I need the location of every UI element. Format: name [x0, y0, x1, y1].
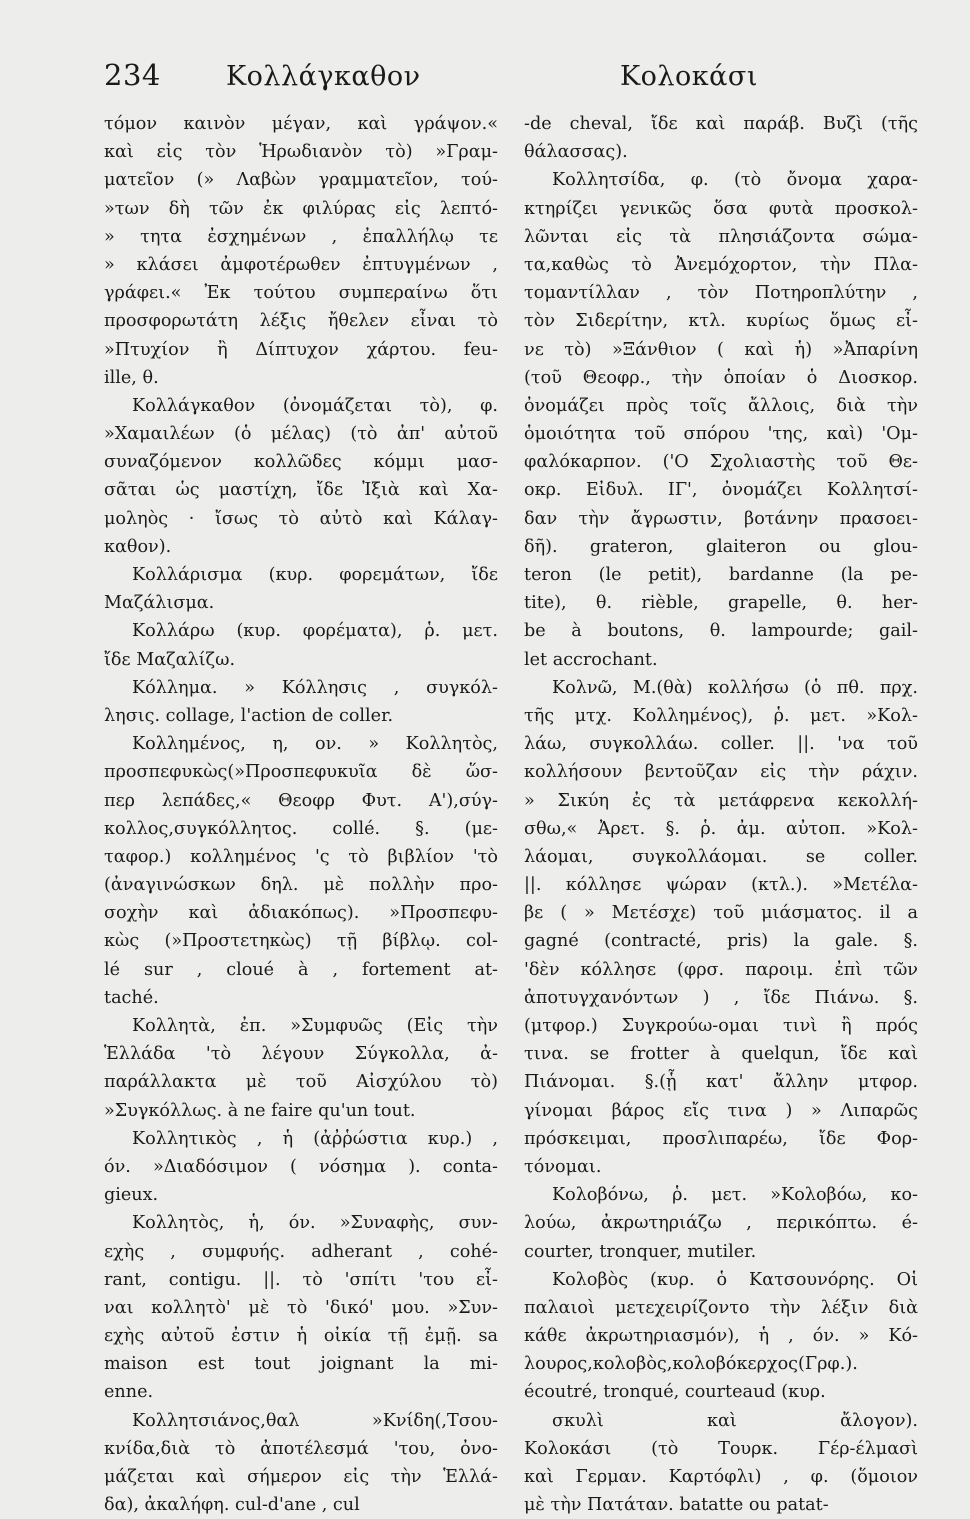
text-line: Ἑλλάδα 'τὸ λέγουν Σύγκολλα, ἀ- — [104, 1044, 498, 1065]
text-line: λάω, συγκολλάω. coller. ||. 'να τοῦ — [524, 734, 918, 755]
text-line: παράλλακτα μὲ τοῦ Αἰσχύλου τὸ) — [104, 1072, 498, 1093]
text-line: τινα. se frotter à quelqun, ἴδε καὶ — [524, 1044, 918, 1065]
text-line: -de cheval, ἴδε καὶ παράβ. Βυζὶ (τῆς — [524, 114, 918, 134]
text-line: σκυλὶ καὶ ἄλογον). — [552, 1410, 918, 1431]
text-line: παλαιοὶ μετεχειρίζοντο τὴν λέξιν διὰ — [524, 1297, 918, 1318]
text-line: κτηρίζει γενικῶς ὅσα φυτὰ προσκολ- — [524, 198, 918, 219]
text-line: γράφει.« Ἐκ τούτου συμπεραίνω ὅτι — [104, 283, 498, 304]
text-line: δῆ). grateron, glaiteron ou glou- — [524, 536, 918, 557]
text-line: μάζεται καὶ σήμερον εἰς τὴν Ἑλλά- — [104, 1467, 498, 1487]
text-line: » τητα ἐσχημένων , ἐπαλλήλῳ τε — [104, 226, 498, 247]
text-line: Κολλητικὸς , ἡ (ἀῤῥώστια κυρ.) , — [132, 1128, 498, 1149]
text-line: écoutré, tronqué, courteaud (κυρ. — [524, 1382, 826, 1403]
text-line: ματεῖον (» Λαβὼν γραμματεῖον, τού- — [104, 170, 498, 191]
text-line: Κολλητσιάνος,θαλ »Κνίδη(,Τσου- — [132, 1410, 498, 1431]
text-line: τόνομαι. — [524, 1156, 602, 1177]
text-line: πρόσκειμαι, προσλιπαρέω, ἴδε Φορ- — [524, 1128, 918, 1149]
text-line: Κολλητὸς, ἡ, όν. »Συναφὴς, συν- — [132, 1213, 498, 1234]
text-line: τα,καθὼς τὸ Ἀνεμόχορτον, τὴν Πλα- — [524, 254, 918, 275]
text-line: »Πτυχίον ἢ Δίπτυχον χάρτου. feu- — [104, 339, 498, 360]
text-line: θάλασσας). — [524, 142, 628, 163]
text-line: ||. κόλλησε ψώραν (κτλ.). »Μετέλα- — [524, 875, 918, 896]
text-line: ἴδε Μαζαλίζω. — [104, 649, 236, 670]
text-line: courter, tronquer, mutiler. — [524, 1241, 757, 1262]
text-line: καὶ Γερμαν. Καρτόφλι) , φ. (ὅμοιον — [524, 1467, 918, 1487]
text-line: » κλάσει ἀμφοτέρωθεν ἐπτυγμένων , — [104, 254, 498, 275]
text-line: μοληὸς · ἴσως τὸ αὐτὸ καὶ Κάλαγ- — [104, 508, 498, 529]
text-line: maison est tout joignant la mi- — [104, 1354, 498, 1375]
text-line: καὶ εἰς τὸν Ἡρωδιανὸν τὸ) »Γραμ- — [104, 142, 498, 163]
text-line: μὲ τὴν Πατάταν. batatte ou patat- — [524, 1495, 829, 1516]
text-line: λῶνται εἰς τὰ πλησιάζοντα σώμα- — [524, 226, 918, 247]
text-line: τομαντίλλαν , τὸν Ποτηροπλύτην , — [524, 283, 918, 304]
text-line: lé sur , cloué à , fortement at- — [104, 959, 498, 980]
text-line: λουρος,κολοβὸς,κολοβόκερχος(Γρφ.). — [524, 1354, 858, 1375]
text-line: δα), ἀκαλήφη. cul-d'ane , cul — [104, 1495, 360, 1516]
text-line: (μτφορ.) Συγκρούω-ομαι τινὶ ἢ πρός — [524, 1016, 918, 1036]
text-line: τόμον καινὸν μέγαν, καὶ γράψον.« — [104, 114, 498, 134]
text-line: Κολλάρισμα (κυρ. φορεμάτων, ἴδε — [132, 565, 498, 585]
text-line: τὸν Σιδερίτην, κτλ. κυρίως ὅμως εἶ- — [524, 311, 918, 332]
text-line: Κολοβόνω, ῥ. μετ. »Κολοβόω, κο- — [552, 1185, 918, 1206]
text-line: (ἀναγινώσκων δηλ. μὲ πολλὴν προ- — [104, 875, 498, 896]
right-column — [524, 110, 918, 1519]
text-line: ἀποτυγχανόντων ) , ἴδε Πιάνω. §. — [524, 987, 918, 1008]
right-headword: Κολοκάσι — [620, 61, 758, 92]
text-columns — [104, 110, 920, 1519]
text-line: enne. — [104, 1382, 154, 1403]
text-line: rant, contigu. ||. τὸ 'σπίτι 'του εἶ- — [104, 1269, 498, 1290]
text-line: συναζόμενον κολλῶδες κόμμι μασ- — [104, 452, 498, 473]
text-line: tite), θ. rièble, grapelle, θ. her- — [524, 593, 918, 614]
text-line: περ λεπάδες,« Θεοφρ Φυτ. Α'),σύγ- — [104, 790, 498, 811]
text-line: βε ( » Μετέσχε) τοῦ μιάσματος. il a — [524, 903, 918, 924]
text-line: be à boutons, θ. lampourde; gail- — [524, 621, 918, 642]
text-line: κολλήσουν βεντοῦζαν εἰς τὴν ράχιν. — [524, 762, 918, 783]
text-line: Κόλλημα. » Κόλλησις , συγκόλ- — [132, 677, 498, 698]
text-line: teron (le petit), bardanne (la pe- — [524, 565, 918, 585]
left-column — [104, 110, 498, 1519]
text-line: Μαζάλισμα. — [104, 593, 215, 614]
text-line: προσπεφυκὼς(»Προσπεφυκυῖα δὲ ὥσ- — [104, 762, 498, 783]
text-line: gieux. — [104, 1185, 159, 1206]
text-line: κνίδα,διὰ τὸ ἀποτέλεσμά 'του, ὀνο- — [104, 1438, 498, 1459]
text-line: σθω,« Ἀρετ. §. ῥ. ἀμ. αὐτοπ. »Κολ- — [524, 818, 918, 839]
text-line: Κολοκάσι (τὸ Τουρκ. Γέρ-έλμασὶ — [524, 1438, 918, 1459]
text-line: κὼς (»Προστετηκὼς) τῇ βίβλῳ. col- — [104, 931, 498, 952]
text-line: εχὴς αὐτοῦ ἐστιν ἡ οἰκία τῇ ἐμῇ. sa — [104, 1326, 498, 1347]
text-line: ὁμοιότητα τοῦ σπόρου 'της, καὶ) 'Ομ- — [524, 424, 918, 445]
text-line: Κολλητὰ, ἐπ. »Συμφυῶς (Εἰς τὴν — [132, 1016, 498, 1036]
text-line: λούω, ἀκρωτηριάζω , περικόπτω. é- — [524, 1213, 918, 1234]
text-line: δαν τὴν ἄγρωστιν, βοτάνην πρασοει- — [524, 508, 918, 529]
text-line: gagné (contracté, pris) la gale. §. — [524, 931, 918, 952]
text-line: προσφορωτάτη λέξις ἤθελεν εἶναι τὸ — [104, 311, 498, 332]
text-line: κάθε ἀκρωτηριασμόν), ἡ , όν. » Κό- — [524, 1326, 918, 1347]
text-line: ὀνομάζει πρὸς τοῖς ἄλλοις, διὰ τὴν — [524, 395, 918, 416]
left-headword: Κολλάγκαθον — [226, 61, 421, 92]
text-line: λάομαι, συγκολλάομαι. se coller. — [524, 846, 918, 867]
text-line: let accrochant. — [524, 649, 658, 670]
text-line: (τοῦ Θεοφρ., τὴν ὁποίαν ὁ Διοσκορ. — [524, 367, 918, 388]
text-line: ταφορ.) κολλημένος 'ς τὸ βιβλίον 'τὸ — [104, 846, 498, 867]
text-line: εχὴς , συμφυής. adherant , cohé- — [104, 1241, 498, 1262]
text-line: καθον). — [104, 536, 172, 557]
text-line: οκρ. Εἰδυλ. ΙΓ', ὀνομάζει Κολλητσί- — [524, 480, 918, 501]
text-line: Κολοβὸς (κυρ. ὁ Κατσουνόρης. Οἱ — [552, 1269, 918, 1290]
text-line: γίνομαι βάρος εἴς τινα ) » Λιπαρῶς — [524, 1100, 918, 1121]
text-line: Κολλητσίδα, φ. (τὸ ὄνομα χαρα- — [552, 170, 918, 191]
text-line: Κολλάγκαθον (ὀνομάζεται τὸ), φ. — [132, 395, 498, 416]
text-line: λησις. collage, l'action de coller. — [104, 705, 394, 726]
text-line: Κολνῶ, Μ.(θὰ) κολλήσω (ὁ πθ. πρχ. — [552, 677, 918, 698]
text-line: »των δὴ τῶν ἐκ φιλύρας εἰς λεπτό- — [104, 198, 498, 219]
running-header — [104, 58, 920, 104]
text-line: νε τὸ) »Ξάνθιον ( καὶ ἡ) »Ἀπαρίνη — [524, 339, 918, 360]
text-line: όν. »Διαδόσιμον ( νόσημα ). conta- — [104, 1156, 498, 1177]
text-line: »Συγκόλλως. à ne faire qu'un tout. — [104, 1100, 416, 1121]
text-line: »Χαμαιλέων (ὁ μέλας) (τὸ ἀπ' αὐτοῦ — [104, 424, 498, 445]
text-line: 'δὲν κόλλησε (φρσ. παροιμ. ἐπὶ τῶν — [524, 959, 918, 980]
text-line: σοχὴν καὶ ἀδιακόπως). »Προσπεφυ- — [104, 903, 498, 924]
text-line: Κολλάρω (κυρ. φορέματα), ῥ. μετ. — [132, 621, 498, 642]
text-line: taché. — [104, 987, 159, 1008]
text-line: ναι κολλητὸ' μὲ τὸ 'δικό' μου. »Συν- — [104, 1297, 498, 1318]
text-line: κολλος,συγκόλλητος. collé. §. (με- — [104, 818, 498, 839]
text-line: τῆς μτχ. Κολλημένος), ῥ. μετ. »Κολ- — [524, 705, 918, 726]
text-line: Πιάνομαι. §.(ᾗ κατ' ἄλλην μτφορ. — [524, 1072, 918, 1093]
text-line: σᾶται ὡς μαστίχη, ἴδε Ἰξιὰ καὶ Χα- — [104, 480, 498, 501]
text-line: Κολλημένος, η, ον. » Κολλητὸς, — [132, 734, 498, 755]
text-line: » Σικύη ἐς τὰ μετάφρενα κεκολλή- — [524, 790, 918, 811]
page-number: 234 — [104, 58, 161, 92]
text-line: ille, θ. — [104, 367, 159, 388]
text-line: φαλόκαρπον. ('Ο Σχολιαστὴς τοῦ Θε- — [524, 452, 918, 473]
